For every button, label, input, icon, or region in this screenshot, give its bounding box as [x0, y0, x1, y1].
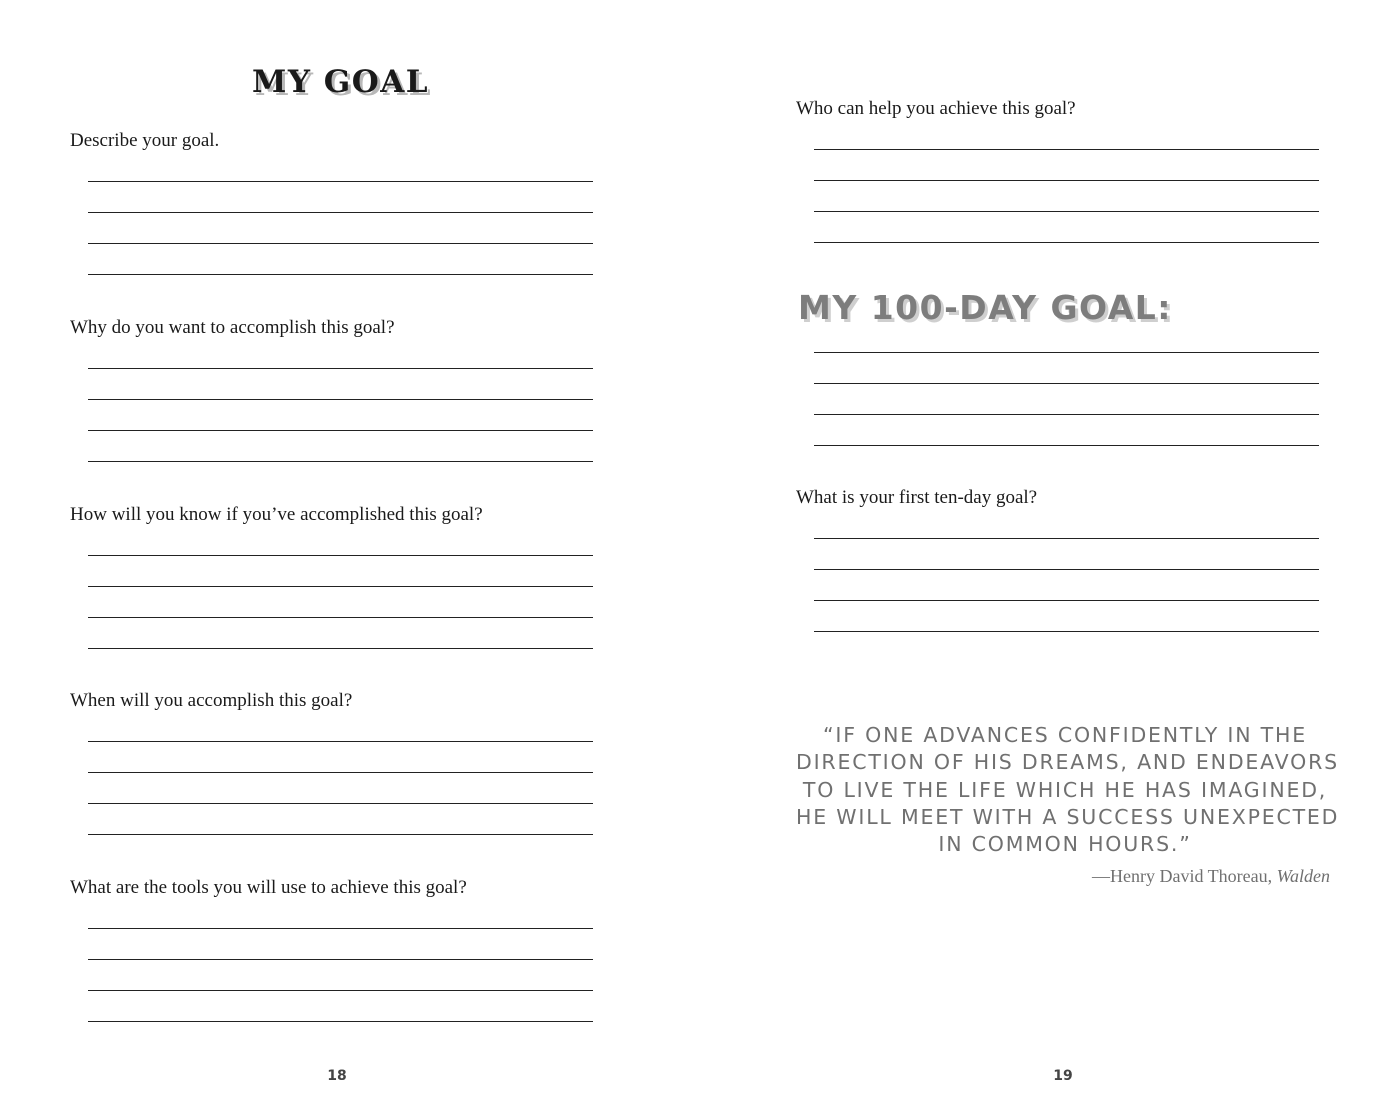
writing-line[interactable] [814, 539, 1319, 570]
writing-line[interactable] [814, 353, 1319, 384]
attribution-work: Walden [1276, 866, 1330, 886]
page-title: MY GOAL [252, 64, 430, 100]
quote-line: “IF ONE ADVANCES CONFIDENTLY IN THE [823, 723, 1307, 747]
answer-lines-who-can-help [814, 119, 1319, 243]
quote-line: HE WILL MEET WITH A SUCCESS UNEXPECTED [796, 804, 1340, 829]
quote-line: TO LIVE THE LIFE WHICH HE HAS IMAGINED, [802, 777, 1328, 802]
writing-line[interactable] [814, 322, 1319, 353]
writing-line[interactable] [814, 570, 1319, 601]
quote-line: DIRECTION OF HIS DREAMS, AND ENDEAVORS [796, 750, 1339, 775]
question-describe-goal: Describe your goal. [70, 130, 220, 151]
writing-line[interactable] [814, 415, 1319, 446]
writing-line[interactable] [814, 119, 1319, 150]
writing-line[interactable] [814, 508, 1319, 539]
writing-line[interactable] [814, 384, 1319, 415]
writing-line[interactable] [814, 150, 1319, 181]
quote-line: IN COMMON HOURS.” [938, 832, 1192, 857]
writing-line[interactable] [814, 212, 1319, 243]
answer-lines-ten-day-goal [814, 508, 1319, 632]
question-ten-day-goal: What is your first ten-day goal? [796, 487, 1038, 508]
quote-attribution [1092, 866, 1330, 887]
question-who-can-help: Who can help you achieve this goal? [796, 98, 1076, 119]
section-title-100-day-goal: MY 100-DAY GOAL: [798, 288, 1172, 327]
writing-line[interactable] [814, 181, 1319, 212]
page-number-left: 18 [327, 1068, 347, 1084]
answer-lines-100-day-goal [814, 322, 1319, 446]
question-tools: What are the tools you will use to achieve this goal? [70, 877, 467, 898]
quote-block [796, 722, 1340, 858]
page-number-right: 19 [1053, 1068, 1073, 1084]
question-when-accomplish: When will you accomplish this goal? [70, 690, 353, 711]
writing-line[interactable] [814, 601, 1319, 632]
question-why-accomplish: Why do you want to accomplish this goal? [70, 317, 395, 338]
attribution-author: —Henry David Thoreau, [1092, 866, 1277, 886]
question-how-know: How will you know if you’ve accomplished this goal? [70, 504, 483, 525]
